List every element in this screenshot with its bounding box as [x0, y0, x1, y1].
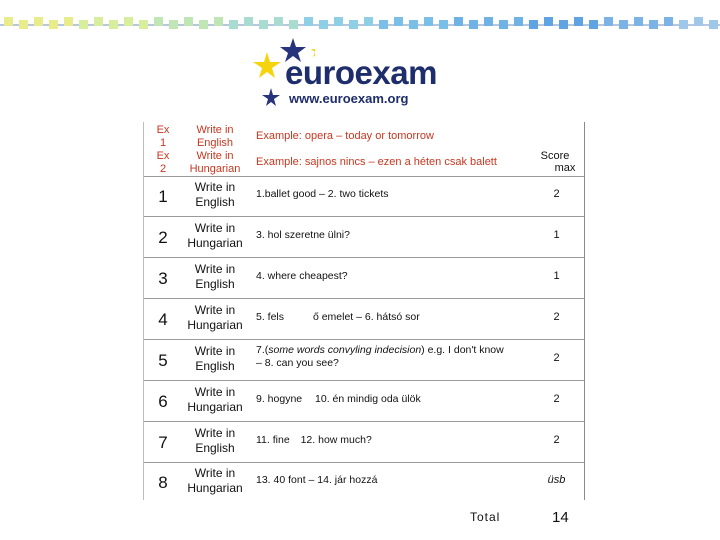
row-number: 6 [158, 392, 168, 411]
decorative-square [694, 17, 703, 26]
table-row [144, 463, 584, 500]
table-row [144, 176, 584, 217]
row-number: 3 [158, 269, 168, 288]
row-task [256, 188, 526, 201]
decorative-square [79, 20, 88, 29]
table-row [144, 258, 584, 299]
row-score: 2 [553, 311, 560, 323]
row-number: 4 [158, 310, 168, 329]
decorative-square [544, 17, 553, 26]
decorative-square [559, 20, 568, 29]
decorative-square [184, 17, 193, 26]
decorative-square [4, 17, 13, 26]
decorative-square [289, 20, 298, 29]
table-row [144, 217, 584, 258]
row-task [256, 270, 526, 283]
decorative-square [304, 17, 313, 26]
decorative-square [349, 20, 358, 29]
row-language: Write in Hungarian [187, 466, 243, 495]
row-task [256, 474, 526, 487]
row-task [256, 344, 526, 370]
row-language: Write in Hungarian [187, 385, 243, 414]
decorative-square [109, 20, 118, 29]
logo-wordmark: euroexam [285, 54, 437, 91]
decorative-square [604, 17, 613, 26]
decorative-square [529, 20, 538, 29]
table-row [144, 422, 584, 463]
decorative-square [319, 20, 328, 29]
decorative-square [484, 17, 493, 26]
decorative-square [619, 20, 628, 29]
row-task [256, 393, 526, 406]
total-value: 14 [552, 509, 569, 526]
row-score: üsb [547, 474, 566, 486]
decorative-square [64, 17, 73, 26]
decorative-square [409, 20, 418, 29]
decorative-square [664, 17, 673, 26]
header-lang2: Write in Hungarian [189, 150, 241, 175]
decorative-square [394, 17, 403, 26]
decorative-square [469, 20, 478, 29]
task-table [143, 122, 585, 500]
score-header-max: max [554, 162, 576, 174]
table-row [144, 299, 584, 340]
row-number: 7 [158, 433, 168, 452]
task-text: 3. hol szeretne ülni? [256, 229, 350, 241]
header-lang1: Write in English [196, 124, 234, 149]
decorative-square [514, 17, 523, 26]
row-score: 2 [553, 188, 560, 200]
table-row [144, 381, 584, 422]
row-number: 2 [158, 228, 168, 247]
decorative-square [34, 17, 43, 26]
decorative-square [94, 17, 103, 26]
task-text: 7.( [256, 344, 269, 356]
decorative-square [139, 20, 148, 29]
row-language: Write in English [194, 344, 236, 373]
task-text-continued: 10. én mindig oda ülök [315, 393, 421, 405]
decorative-square [454, 17, 463, 26]
task-text-continued: 12. how much? [300, 434, 372, 446]
total-label: Total [470, 510, 501, 524]
decorative-square [154, 17, 163, 26]
row-score: 1 [553, 229, 560, 241]
decorative-square [709, 20, 718, 29]
row-language: Write in English [194, 180, 236, 209]
task-text-line2: – 8. can you see? [256, 357, 339, 369]
decorative-square [589, 20, 598, 29]
task-text: 9. hogyne [256, 393, 303, 405]
decorative-square [364, 17, 373, 26]
decorative-square [499, 20, 508, 29]
decorative-square [214, 17, 223, 26]
row-number: 5 [158, 351, 168, 370]
decorative-square [424, 17, 433, 26]
row-language: Write in Hungarian [187, 221, 243, 250]
logo-url: www.euroexam.org [289, 91, 409, 106]
score-header [524, 150, 586, 174]
task-text: 4. where cheapest? [256, 270, 348, 282]
euroexam-logo [245, 38, 475, 116]
decorative-square [259, 20, 268, 29]
decorative-square [649, 20, 658, 29]
header-example1: Example: opera – today or tomorrow [256, 130, 434, 142]
row-language: Write in Hungarian [187, 303, 243, 332]
decorative-square [334, 17, 343, 26]
row-score: 2 [553, 393, 560, 405]
header-ex1: Ex 1 [156, 124, 170, 149]
decorative-square [124, 17, 133, 26]
row-number: 1 [158, 187, 168, 206]
row-number: 8 [158, 473, 168, 492]
header-ex2: Ex 2 [156, 150, 170, 175]
decorative-square [244, 17, 253, 26]
table-row [144, 340, 584, 381]
row-task [256, 229, 526, 242]
header-example2: Example: sajnos nincs – ezen a héten csak balett [256, 156, 497, 168]
row-score: 2 [553, 352, 560, 364]
score-header-label: Score [540, 150, 570, 162]
decorative-square [574, 17, 583, 26]
decorative-square [379, 20, 388, 29]
decorative-square [199, 20, 208, 29]
decorative-square [679, 20, 688, 29]
top-decorative-strip [0, 14, 720, 36]
task-text-after: ) e.g. I don't know [421, 344, 504, 356]
table-header [144, 122, 584, 177]
decorative-square [49, 20, 58, 29]
decorative-square [634, 17, 643, 26]
row-language: Write in English [194, 426, 236, 455]
task-text-continued: ő emelet – 6. hátsó sor [312, 311, 420, 323]
task-text: 13. 40 font – 14. jár hozzá [256, 474, 378, 486]
row-score: 2 [553, 434, 560, 446]
task-text: 1.ballet good – 2. two tickets [256, 188, 389, 200]
decorative-square [439, 20, 448, 29]
row-task [256, 434, 526, 447]
decorative-square [274, 17, 283, 26]
decorative-square [229, 20, 238, 29]
row-task [256, 311, 526, 324]
task-text-italic: some words convyling indecision [268, 344, 422, 356]
row-score: 1 [553, 270, 560, 282]
decorative-square [169, 20, 178, 29]
task-text: 5. fels [256, 311, 285, 323]
task-text: 11. fine [256, 434, 290, 446]
decorative-square [19, 20, 28, 29]
row-language: Write in English [194, 262, 236, 291]
